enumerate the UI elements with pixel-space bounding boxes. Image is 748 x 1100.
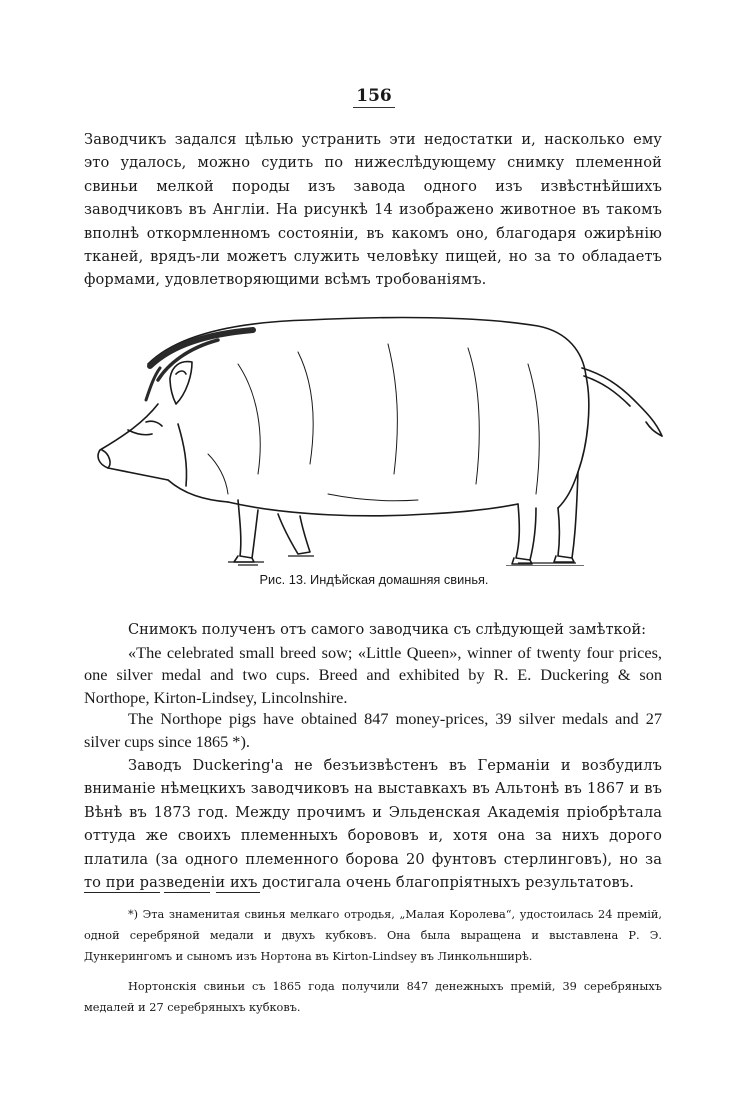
pig-engraving [88, 304, 666, 566]
pig-illustration [88, 304, 666, 566]
page-number: 156 [0, 86, 748, 106]
paragraph-intro: Заводчикъ задался цѣлью устранить эти недостатки и, насколько ему это удалось, можно судить по нижеслѣдующему снимку племенной свиньи мелкой породы изъ завода одного изъ извѣстнѣйшихъ заводчиковъ въ Англіи. На рисункѣ 14 изображено животное въ такомъ вполнѣ откормленномъ состояніи, въ какомъ оно, благодаря ожирѣнію тканей, врядъ-ли можетъ служить человѣку пищей, но за то обладаетъ формами, удовлетворяющими всѣмъ тробованіямъ. [84, 131, 662, 289]
paragraph-quote [84, 619, 662, 709]
footnote-separator [84, 892, 160, 893]
footnote-1: *) Эта знаменитая свинья мелкаго отродья, „Малая Королева“, удостоилась 24 премій, одной серебряной медали и двухъ кубковъ. Она была выращена и выставлена Р. Э. Дункерингомъ и сыномъ изъ Нортона въ Kirton-Lindsey въ Линкольнширѣ. [84, 908, 662, 964]
quote-intro: Снимокъ полученъ отъ самого заводчика съ слѣдующей замѣткой: [128, 621, 647, 638]
figure-caption: Рис. 13. Индѣйская домашняя свинья. [259, 572, 489, 587]
paragraph-prizes: The Northope pigs have obtained 847 money-prices, 39 silver medals and 27 silver cups since 1865 *). [84, 709, 662, 751]
footnote-separator [216, 892, 260, 893]
footnote-2: Нортонскія свиньи съ 1865 года получили 847 денежныхъ премій, 39 серебряныхъ медалей и 27 серебряныхъ кубковъ. [84, 980, 662, 1015]
paragraph-duckering: Заводъ Duckering'а не безъизвѣстенъ въ Германіи и возбудилъ вниманіе нѣмецкихъ заводчиковъ на выставкахъ въ Альтонѣ въ 1867 и въ Вѣнѣ въ 1873 год. Между прочимъ и Эльденская Академія пріобрѣтала оттуда же своихъ племенныхъ борововъ и, хотя она за нихъ дорого платила (за одного племенного борова 20 фунтовъ стерлинговъ), но за то при разведеніи ихъ достигала очень благопріятныхъ результатовъ. [84, 757, 662, 892]
english-quote: «The celebrated small breed sow; «Little Queen», winner of twenty four prices, one silver medal and two cups. Breed and exhibited by R. E. Duckering & son Northope, Kirton-Lindsey, Lincolnshire. [84, 642, 662, 707]
footnote-separator [164, 892, 210, 893]
